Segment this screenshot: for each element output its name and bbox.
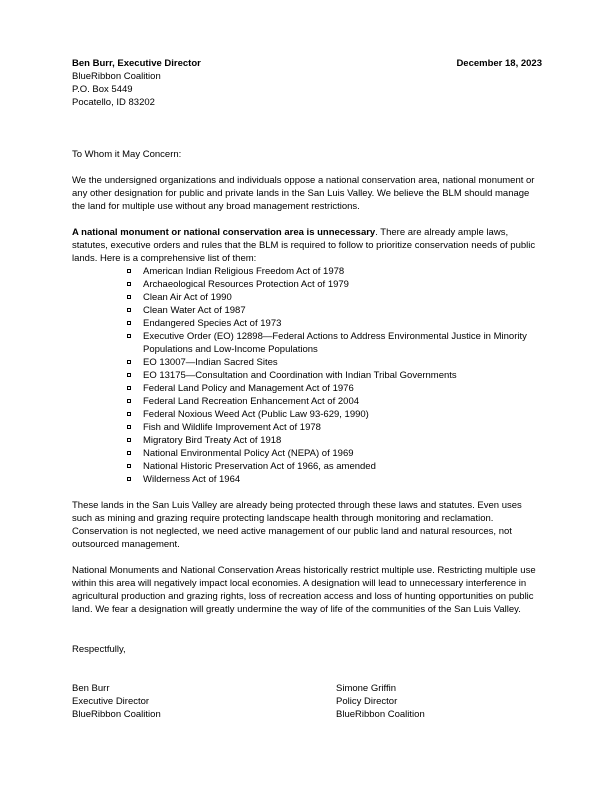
signatory-title: Policy Director <box>336 696 398 707</box>
list-item: Fish and Wildlife Improvement Act of 1978 <box>127 421 542 434</box>
square-bullet-icon <box>127 360 131 364</box>
square-bullet-icon <box>127 373 131 377</box>
square-bullet-icon <box>127 451 131 455</box>
address-line: Pocatello, ID 83202 <box>72 97 155 108</box>
greeting: To Whom it May Concern: <box>72 149 182 160</box>
list-item: Federal Land Recreation Enhancement Act of 2004 <box>127 395 542 408</box>
list-item: EO 13007—Indian Sacred Sites <box>127 356 542 369</box>
signatory <box>336 682 536 721</box>
acts-list <box>72 265 542 486</box>
square-bullet-icon <box>127 386 131 390</box>
address-line: BlueRibbon Coalition <box>72 71 161 82</box>
list-item: Executive Order (EO) 12898—Federal Actions to Address Environmental Justice in Minority Populations and Low-Income Populations <box>127 330 542 356</box>
square-bullet-icon <box>127 425 131 429</box>
list-item: Archaeological Resources Protection Act of 1979 <box>127 278 542 291</box>
sender-address <box>72 70 542 109</box>
square-bullet-icon <box>127 282 131 286</box>
square-bullet-icon <box>127 464 131 468</box>
list-item: National Historic Preservation Act of 1966, as amended <box>127 460 542 473</box>
signatory-title: Executive Director <box>72 696 150 707</box>
square-bullet-icon <box>127 269 131 273</box>
list-item: National Environmental Policy Act (NEPA) of 1969 <box>127 447 542 460</box>
signatory-name: Ben Burr <box>72 683 110 694</box>
signatory-org: BlueRibbon Coalition <box>336 709 425 720</box>
list-item: Clean Air Act of 1990 <box>127 291 542 304</box>
square-bullet-icon <box>127 477 131 481</box>
square-bullet-icon <box>127 295 131 299</box>
protected-paragraph: These lands in the San Luis Valley are already being protected through these laws and statutes. Even uses such as mining and grazing require protecting landscape health through monitoring and reclamation. Conservation is not neglected, we need active management of our public land and natural resources, not outsourced management. <box>72 500 522 550</box>
list-item: Endangered Species Act of 1973 <box>127 317 542 330</box>
monuments-paragraph: National Monuments and National Conservation Areas historically restrict multiple use. Restricting multiple use within this area will negatively impact local economies. A designation will lead to unnecessary interference in agricultural production and grazing rights, loss of recreation access and loss of hunting opportunities on public land. We fear a designation will greatly undermine the way of life of the communities of the San Luis Valley. <box>72 565 536 615</box>
list-item: Clean Water Act of 1987 <box>127 304 542 317</box>
laws-paragraph-rest: . There are already ample laws, statutes, executive orders and rules that the BLM is required to follow to prioritize conservation needs of public lands. Here is a comprehensive list of them: <box>72 227 536 264</box>
list-item: EO 13175—Consultation and Coordination with Indian Tribal Governments <box>127 369 542 382</box>
list-item: American Indian Religious Freedom Act of 1978 <box>127 265 542 278</box>
square-bullet-icon <box>127 399 131 403</box>
list-item: Federal Land Policy and Management Act of 1976 <box>127 382 542 395</box>
square-bullet-icon <box>127 321 131 325</box>
signatory <box>72 682 336 721</box>
sender-name-title: Ben Burr, Executive Director <box>72 58 201 69</box>
letter-header <box>72 57 542 70</box>
square-bullet-icon <box>127 438 131 442</box>
square-bullet-icon <box>127 308 131 312</box>
signatory-name: Simone Griffin <box>336 683 397 694</box>
list-item: Wilderness Act of 1964 <box>127 473 542 486</box>
laws-paragraph-lead: A national monument or national conservation area is unnecessary <box>72 227 376 238</box>
address-line: P.O. Box 5449 <box>72 84 133 95</box>
list-item: Federal Noxious Weed Act (Public Law 93-629, 1990) <box>127 408 542 421</box>
square-bullet-icon <box>127 412 131 416</box>
letter <box>72 57 542 721</box>
letter-date: December 18, 2023 <box>456 58 542 69</box>
signature-block <box>72 682 542 721</box>
laws-paragraph <box>72 226 542 265</box>
list-item: Migratory Bird Treaty Act of 1918 <box>127 434 542 447</box>
square-bullet-icon <box>127 334 131 338</box>
closing: Respectfully, <box>72 644 126 655</box>
intro-paragraph: We the undersigned organizations and individuals oppose a national conservation area, national monument or any other designation for public and private lands in the San Luis Valley. We believe the BLM should manage the land for multiple use without any broad management restrictions. <box>72 175 535 212</box>
signatory-org: BlueRibbon Coalition <box>72 709 161 720</box>
